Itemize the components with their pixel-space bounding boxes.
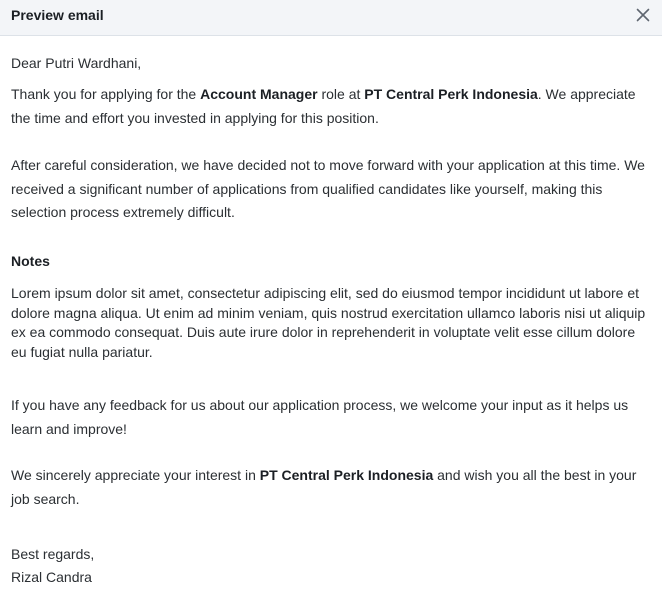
email-decision-paragraph: After careful consideration, we have decided not to move forward with your application at this time. We received a significant number of applications from qualified candidates like yourself, making this selection process extremely difficult. — [11, 157, 645, 220]
email-sender-name: Rizal Candra — [11, 569, 92, 585]
company-name: PT Central Perk Indonesia — [364, 86, 538, 102]
thanks-text-3: . We appreciate the time and effort you invested in applying for this position. — [11, 86, 636, 126]
email-feedback-paragraph: If you have any feedback for us about our application process, we welcome your input as it helps us learn and improve! — [11, 397, 629, 437]
thanks-text-1: Thank you for applying for the — [11, 86, 201, 102]
close-button[interactable] — [634, 6, 652, 24]
notes-heading: Notes — [11, 253, 50, 269]
company-name-closing: PT Central Perk Indonesia — [259, 467, 434, 483]
appreciation-text-2: and wish you all the best in your job search. — [11, 467, 637, 507]
modal-title: Preview email — [11, 7, 104, 23]
notes-body: Lorem ipsum dolor sit amet, consectetur adipiscing elit, sed do eiusmod tempor incididunt ut labore et dolore magna aliqua. Ut enim ad minim veniam, quis nostrud exercitation ullamco laboris nisi ut aliquip ex ea commodo consequat. Duis aute irure dolor in reprehenderit in voluptate velit esse cillum dolore eu fugiat nulla pariatur. — [11, 285, 646, 360]
role-name: Account Manager — [200, 86, 318, 102]
email-thanks-paragraph — [11, 83, 652, 130]
thanks-text-2: role at — [317, 86, 365, 102]
appreciation-text-1: We sincerely appreciate your interest in — [11, 467, 260, 483]
email-appreciation-paragraph — [11, 464, 652, 511]
modal-header — [0, 0, 662, 36]
close-icon — [634, 6, 652, 24]
email-signoff: Best regards, — [11, 546, 95, 562]
email-greeting: Dear Putri Wardhani, — [11, 55, 142, 71]
